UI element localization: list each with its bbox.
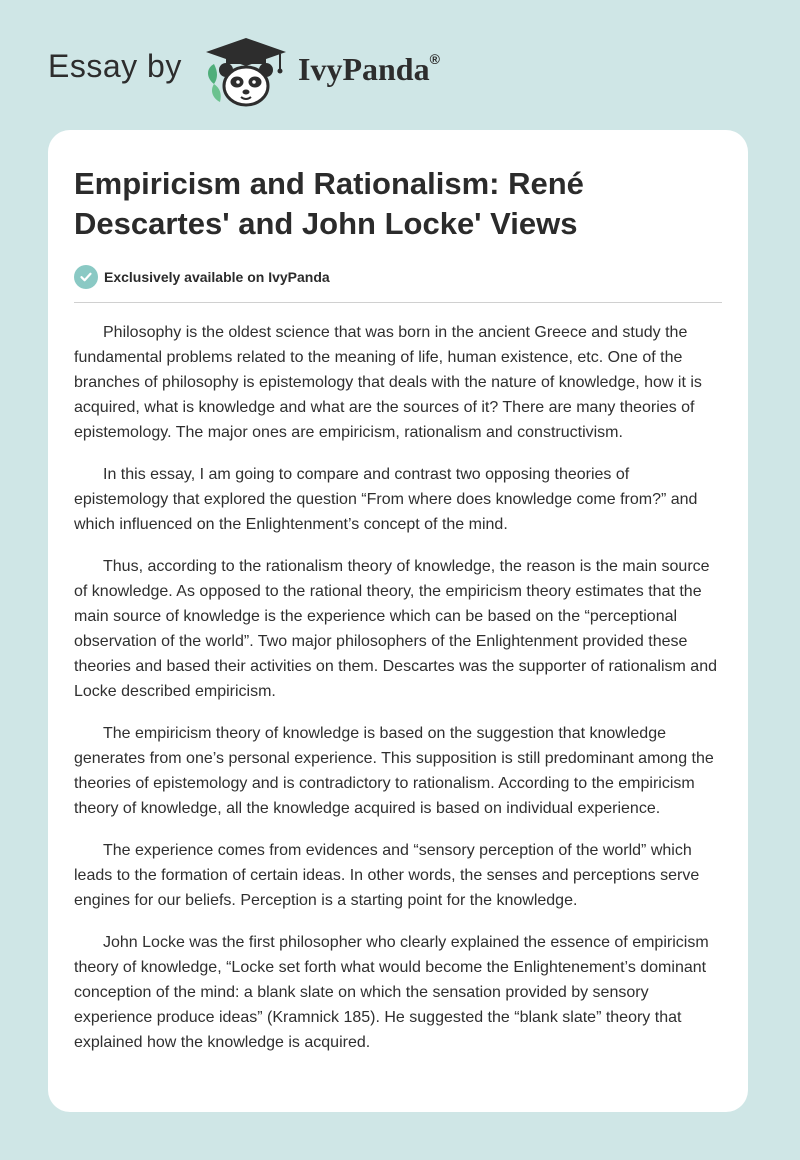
paragraph: The experience comes from evidences and “sensory perception of the world” which leads to the formation of certain ideas. In other words, the senses and perceptions serve engines for our beliefs. Perception is a starting point for the knowledge.	[74, 842, 700, 909]
panda-graduate-icon[interactable]	[200, 36, 292, 108]
check-circle-icon	[74, 265, 98, 289]
exclusive-badge-label: Exclusively available on IvyPanda	[104, 269, 330, 285]
essay-body	[74, 320, 726, 1072]
paragraph: In this essay, I am going to compare and contrast two opposing theories of epistemology that explored the question “From where does knowledge come from?” and which influenced on the Enlightenment’s concept of the mind.	[74, 466, 698, 533]
brand-logo[interactable]	[298, 51, 440, 88]
registered-mark: ®	[429, 51, 440, 68]
essay-by-label: Essay by	[48, 48, 182, 84]
divider	[74, 302, 722, 303]
page-title: Empiricism and Rationalism: René Descartes' and John Locke' Views	[74, 166, 584, 241]
paragraph: The empiricism theory of knowledge is based on the suggestion that knowledge generates from one’s personal experience. This supposition is still predominant among the theories of epistemology and is contradictory to rationalism. According to the empiricism theory of knowledge, all the knowledge acquired is based on individual experience.	[74, 725, 714, 817]
essay-card	[48, 130, 748, 1112]
brand-name: IvyPanda	[298, 51, 430, 87]
paragraph: Philosophy is the oldest science that was born in the ancient Greece and study the fundamental problems related to the meaning of life, human existence, etc. One of the branches of philosophy is epistemology that deals with the nature of knowledge, how it is acquired, what is knowledge and what are the sources of it? There are many theories of epistemology. The major ones are empiricism, rationalism and constructivism.	[74, 324, 702, 441]
site-header	[0, 0, 800, 130]
paragraph: John Locke was the first philosopher who clearly explained the essence of empiricism theory of knowledge, “Locke set forth what would become the Enlightenement’s dominant conception of the mind: a blank slate on which the sensation provided by sensory experience produce ideas” (Kramnick 185). He suggested the “blank slate” theory that explained how the knowledge is acquired.	[74, 934, 709, 1051]
exclusive-badge	[74, 264, 330, 290]
paragraph: Thus, according to the rationalism theory of knowledge, the reason is the main source of knowledge. As opposed to the rational theory, the empiricism theory estimates that the main source of knowledge is the experience which can be based on the “perceptional observation of the world”. Two major philosophers of the Enlightenment provided these theories and based their activities on them. Descartes was the supporter of rationalism and Locke described empiricism.	[74, 558, 717, 700]
